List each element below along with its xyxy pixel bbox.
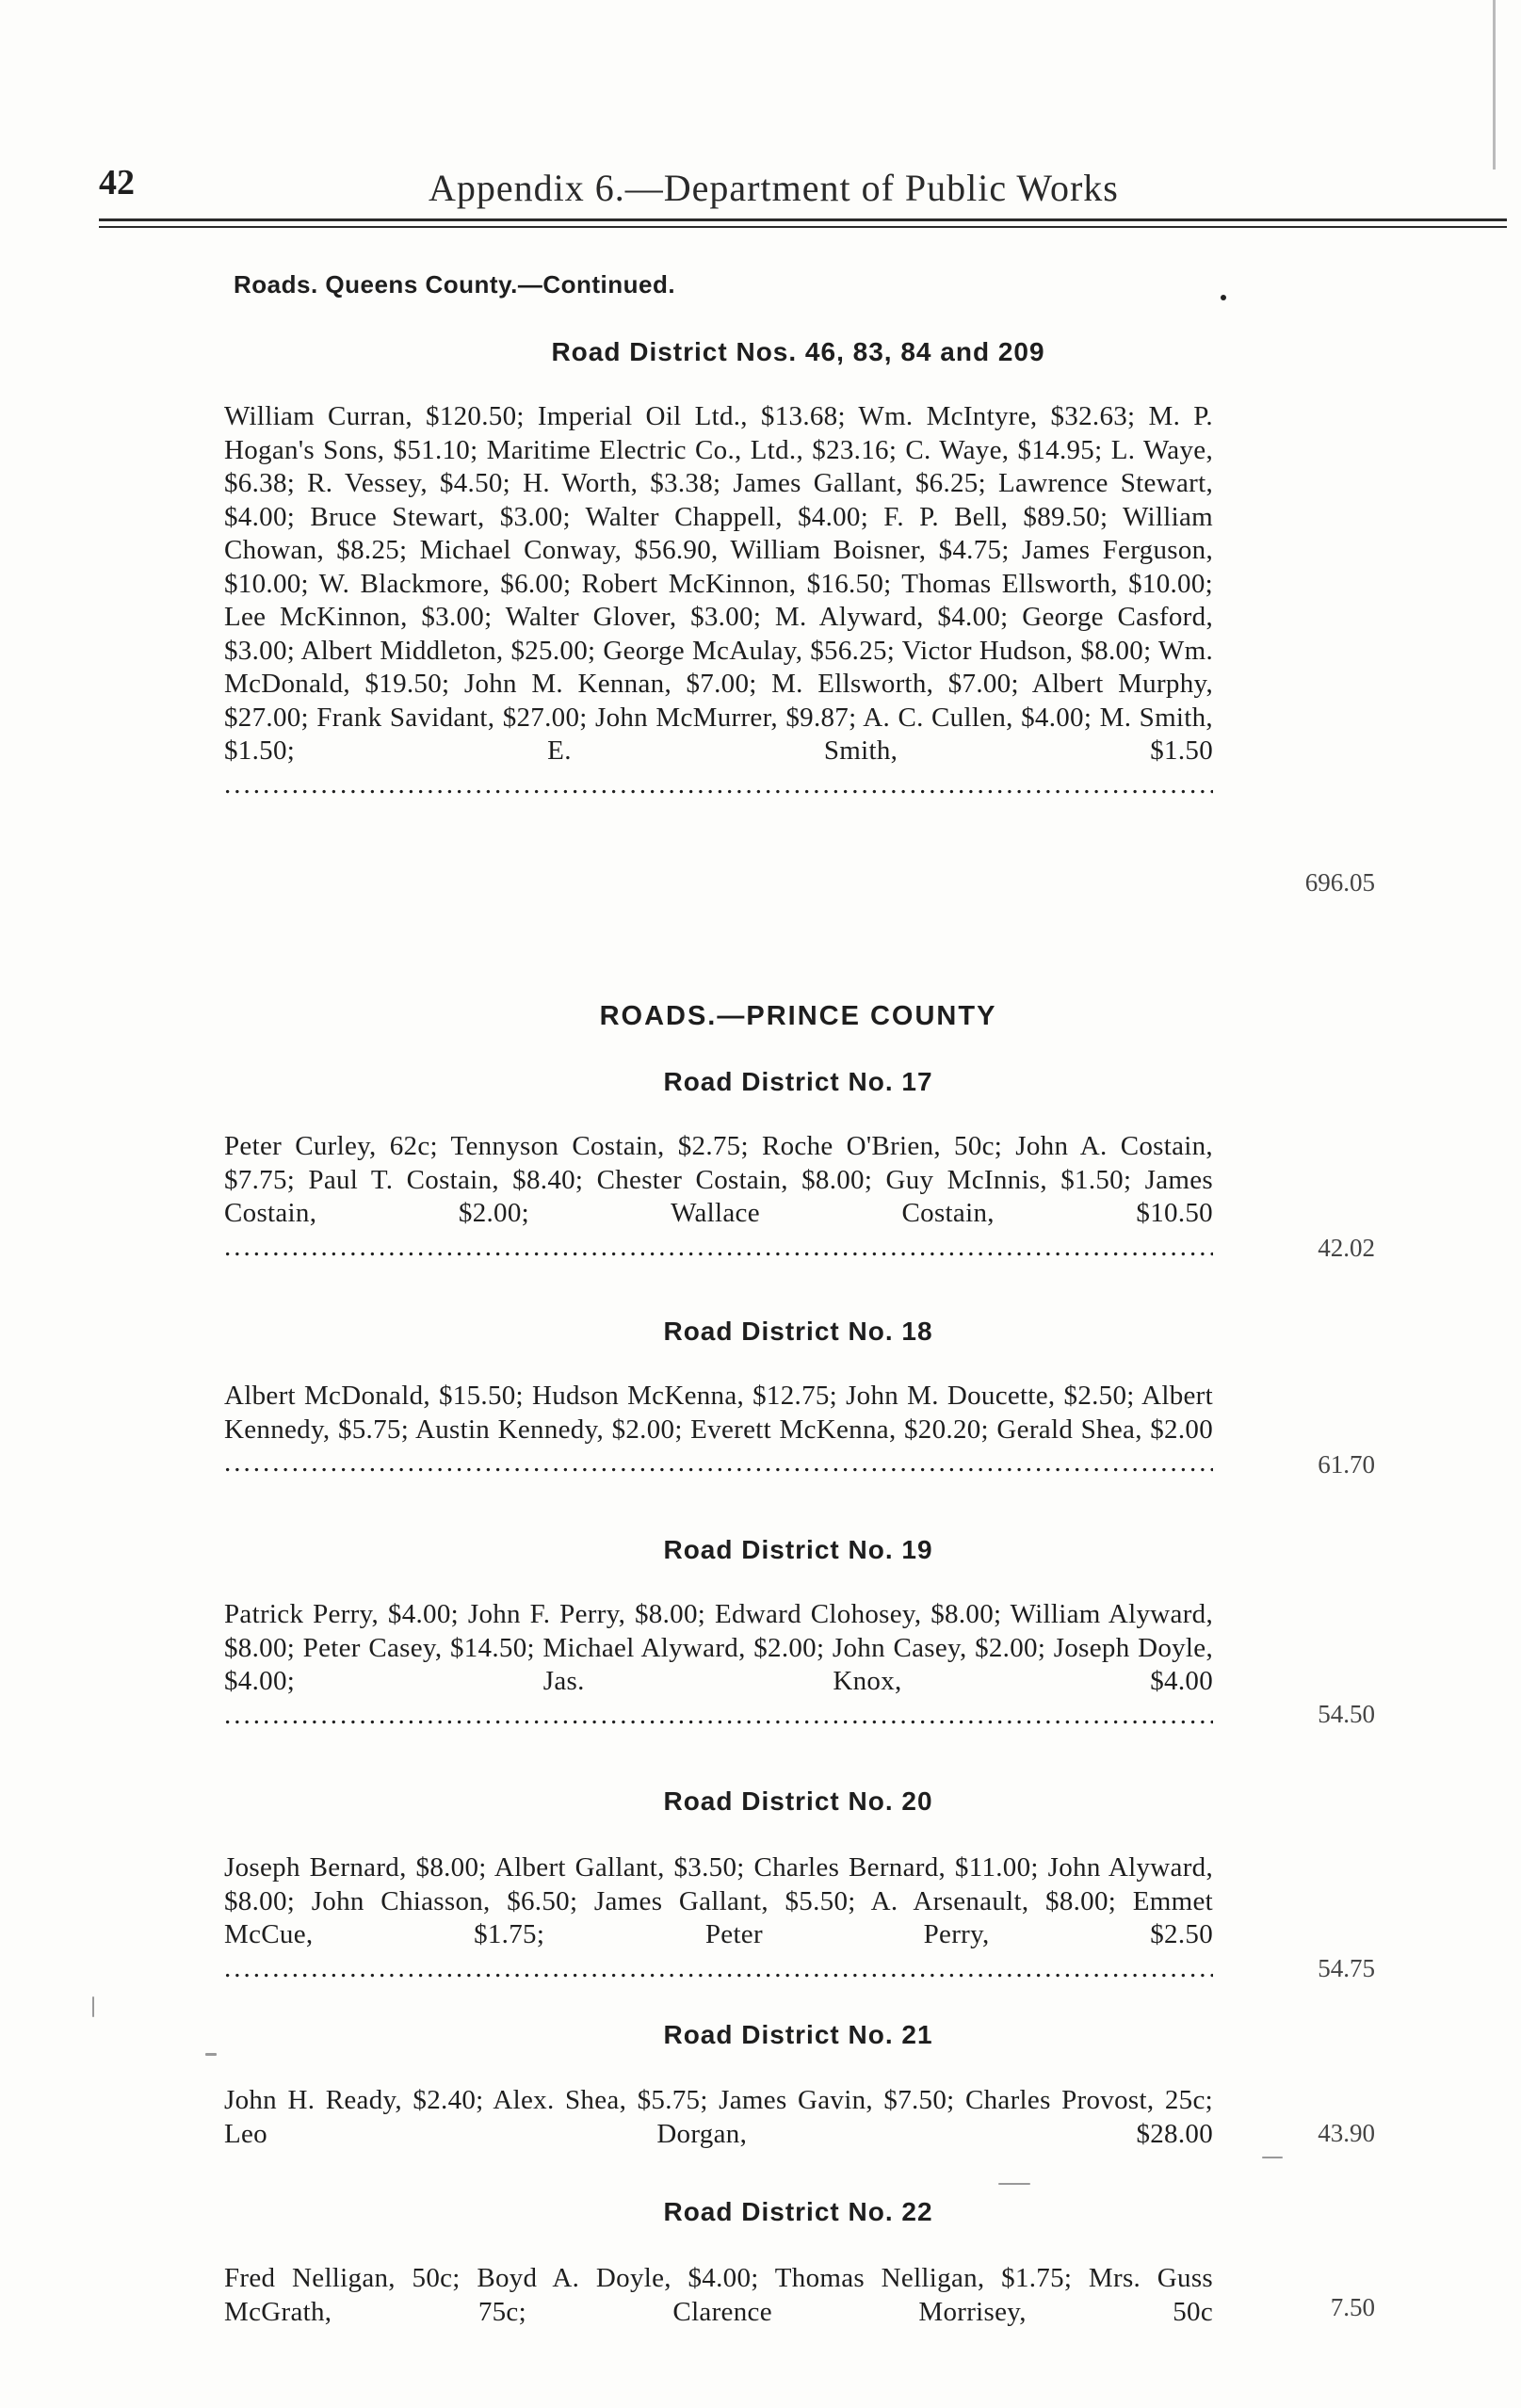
header-rule-bottom (99, 226, 1507, 228)
district-entry-17 (224, 1130, 1213, 1264)
district-entry-21 (224, 2084, 1213, 2152)
scan-edge-shadow (1493, 0, 1496, 170)
district-amount-19: 54.50 (1318, 1700, 1375, 1728)
district-entry-text: Peter Curley, 62c; Tennyson Costain, $2.75; Roche O'Brien, 50c; John A. Costain, $7.75; Paul T. Costain, $8.40; Chester Costain, $8.00; Guy McInnis, $1.50; James Costain, $2.00; Wallace Costain, $10.50 ..... (224, 1131, 1213, 1262)
scan-speck (205, 2053, 217, 2056)
district-heading-21: Road District No. 21 (663, 2020, 933, 2049)
scan-speck (92, 1996, 94, 2017)
district-heading-queens: Road District Nos. 46, 83, 84 and 209 (551, 337, 1045, 366)
scan-speck (998, 2183, 1030, 2185)
district-heading-20: Road District No. 20 (663, 1786, 933, 1816)
district-heading-22: Road District No. 22 (663, 2197, 933, 2226)
district-amount-17: 42.02 (1318, 1234, 1375, 1262)
running-title: Appendix 6.—Department of Public Works (429, 167, 1119, 209)
district-entry-text: Joseph Bernard, $8.00; Albert Gallant, $3.50; Charles Bernard, $11.00; John Alyward, $8.00; John Chiasson, $6.50; James Gallant, $5.50; A. Arsenault, $8.00; Emmet McCue, $1.75; Peter Perry, $2.50 ..... (224, 1852, 1213, 1983)
section-heading-prince: ROADS.—PRINCE COUNTY (599, 1001, 997, 1031)
district-heading-19: Road District No. 19 (663, 1535, 933, 1564)
district-heading-17: Road District No. 17 (663, 1067, 933, 1096)
district-entry-18 (224, 1380, 1213, 1480)
district-amount-20: 54.75 (1318, 1954, 1375, 1982)
district-heading-18: Road District No. 18 (663, 1317, 933, 1346)
district-amount-21: 43.90 (1318, 2119, 1375, 2147)
header-rule-top (99, 218, 1507, 221)
district-amount-18: 61.70 (1318, 1450, 1375, 1479)
district-entry-19 (224, 1598, 1213, 1732)
continued-heading: Roads. Queens County.—Continued. (234, 270, 676, 299)
running-header (99, 162, 1399, 218)
page-number: 42 (99, 163, 135, 202)
district-amount-queens: 696.05 (1304, 868, 1375, 897)
district-amount-22: 7.50 (1330, 2293, 1375, 2321)
district-entry-queens (224, 400, 1213, 899)
district-entry-text: Fred Nelligan, 50c; Boyd A. Doyle, $4.00; Thomas Nelligan, $1.75; Mrs. Guss McGrath, 75c; Clarence Morrisey, 50c ..... (224, 2263, 1213, 2330)
ink-dot (1221, 295, 1226, 300)
district-entry-text: Albert McDonald, $15.50; Hudson McKenna, $12.75; John M. Doucette, $2.50; Albert Kennedy, $5.75; Austin Kennedy, $2.00; Everett McKenna, $20.20; Gerald Shea, $2.00 ..... (224, 1381, 1213, 1478)
scan-speck (1262, 2157, 1283, 2158)
district-entry-text: John H. Ready, $2.40; Alex. Shea, $5.75; James Gavin, $7.50; Charles Provost, 25c; Leo Dorgan, $28.00 ..... (224, 2085, 1213, 2152)
district-entry-20 (224, 1851, 1213, 1985)
district-entry-text: William Curran, $120.50; Imperial Oil Ltd., $13.68; Wm. McIntyre, $32.63; M. P. Hogan's Sons, $51.10; Maritime Electric Co., Ltd., $23.16; C. Waye, $14.95; L. Waye, $6.38; R. Vessey, $4.50; H. Worth, $3.38; James Gallant, $6.25; Lawrence Stewart, $4.00; Bruce Stewart, $3.00; Walter Chappell, $4.00; F. P. Bell, $89.50; William Chowan, $8.25; Michael Conway, $56.90, William Boisner, $4.75; James Ferguson, $10.00; W. Blackmore, $6.00; Robert McKinnon, $16.50; Thomas Ellsworth, $10.00; Lee McKinnon, $3.00; Walter Glover, $3.00; M. Alyward, $4.00; George Casford, $3.00; Albert Middleton, $25.00; George McAulay, $56.25; Victor Hudson, $8.00; Wm. McDonald, $19.50; John M. Kennan, $7.00; M. Ellsworth, $7.00; Albert Murphy, $27.00; Frank Savidant, $27.00; John McMurrer, $9.87; A. C. Cullen, $4.00; M. Smith, $1.50; E. Smith, $1.50 ..... (224, 401, 1213, 800)
district-entry-text: Patrick Perry, $4.00; John F. Perry, $8.00; Edward Clohosey, $8.00; William Alyward, $8.00; Peter Casey, $14.50; Michael Alyward, $2.00; John Casey, $2.00; Joseph Doyle, $4.00; Jas. Knox, $4.00 ..... (224, 1599, 1213, 1730)
district-entry-22 (224, 2262, 1213, 2330)
